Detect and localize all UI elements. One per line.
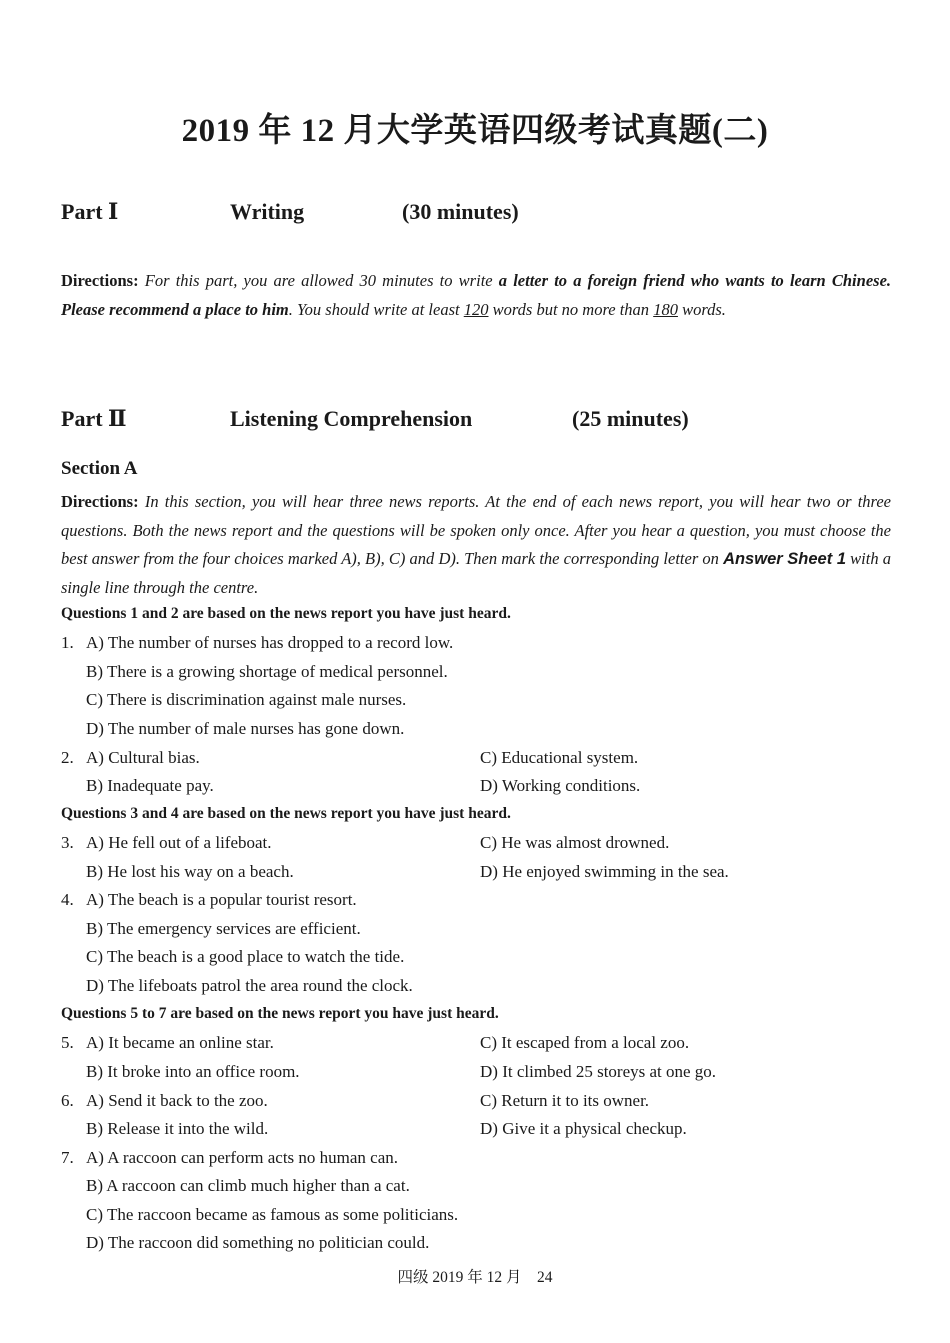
part1-label: Part Ⅰ	[61, 199, 119, 224]
option-d: D) He enjoyed swimming in the sea.	[480, 862, 729, 881]
option-d: D) The number of male nurses has gone down.	[86, 719, 405, 738]
option-d: D) It climbed 25 storeys at one go.	[480, 1062, 717, 1081]
part1-time: (30 minutes)	[402, 199, 519, 224]
option-b: B) The emergency services are efficient.	[86, 919, 361, 938]
directions-text: with a single line through the centre.	[61, 549, 891, 597]
page-title: 2019 年 12 月大学英语四级考试真题(二)	[181, 113, 769, 149]
option-d: D) Give it a physical checkup.	[480, 1119, 687, 1138]
option-c: C) The raccoon became as famous as some politicians.	[86, 1205, 459, 1224]
option-b: B) It broke into an office room.	[86, 1062, 300, 1081]
option-d: D) The raccoon did something no politician could.	[86, 1233, 430, 1252]
option-d: D) The lifeboats patrol the area round the clock.	[86, 976, 413, 995]
option-a: A) Send it back to the zoo.	[86, 1091, 268, 1110]
option-c: C) Educational system.	[480, 748, 639, 767]
section-a-title: Section A	[61, 458, 138, 479]
part2-time: (25 minutes)	[572, 406, 689, 431]
part1-name: Writing	[230, 199, 305, 224]
option-a: A) The beach is a popular tourist resort.	[86, 890, 357, 909]
option-c: C) The beach is a good place to watch the tide.	[86, 947, 405, 966]
question-number: 7.	[61, 1148, 74, 1167]
question-number: 4.	[61, 890, 74, 909]
directions-label: Directions:	[61, 271, 139, 290]
option-b: B) A raccoon can climb much higher than a cat.	[86, 1176, 410, 1195]
question-number: 3.	[61, 833, 74, 852]
directions-text: words but no more than	[488, 299, 654, 319]
option-a: A) The number of nurses has dropped to a record low.	[86, 633, 454, 652]
option-c: C) He was almost drowned.	[480, 833, 670, 852]
questions-heading: Questions 3 and 4 are based on the news report you have just heard.	[61, 805, 511, 822]
option-a: A) It became an online star.	[86, 1033, 274, 1052]
option-c: C) It escaped from a local zoo.	[480, 1033, 690, 1052]
option-d: D) Working conditions.	[480, 776, 641, 795]
section-a-directions	[61, 488, 891, 602]
question-number: 2.	[61, 748, 74, 767]
directions-text: For this part, you are allowed 30 minutes to write	[144, 271, 499, 290]
option-b: B) He lost his way on a beach.	[86, 862, 294, 881]
questions-heading: Questions 5 to 7 are based on the news report you have just heard.	[61, 1005, 499, 1022]
option-a: A) He fell out of a lifeboat.	[86, 833, 272, 852]
question-number: 6.	[61, 1091, 74, 1110]
option-b: B) There is a growing shortage of medical personnel.	[86, 662, 448, 681]
option-c: C) Return it to its owner.	[480, 1091, 650, 1110]
word-min: 120	[463, 299, 489, 319]
directions-task: a letter to a foreign friend who wants to learn Chinese. Please recommend a place to him	[61, 271, 892, 319]
word-max: 180	[653, 299, 678, 319]
answer-sheet-ref: Answer Sheet 1	[723, 550, 846, 568]
option-b: B) Inadequate pay.	[86, 776, 214, 795]
directions-text: In this section, you will hear three news reports. At the end of each news report, you will hear two or three questions. Both the news report and the questions will be spoken only once. After you hear a question, you must choose the best answer from the four choices marked A), B), C) and D). Then mark the corresponding letter on	[61, 492, 892, 568]
part2-label: Part Ⅱ	[61, 406, 127, 431]
question-number: 1.	[61, 633, 74, 652]
option-a: A) A raccoon can perform acts no human can.	[86, 1148, 399, 1167]
directions-text: . You should write at least	[288, 299, 464, 319]
page-footer: 四级 2019 年 12 月 24	[397, 1269, 553, 1286]
option-a: A) Cultural bias.	[86, 748, 200, 767]
part2-name: Listening Comprehension	[230, 406, 473, 431]
questions-heading: Questions 1 and 2 are based on the news report you have just heard.	[61, 605, 511, 622]
part1-directions	[61, 267, 891, 324]
option-c: C) There is discrimination against male nurses.	[86, 690, 407, 709]
directions-text: words.	[677, 299, 726, 319]
question-number: 5.	[61, 1033, 74, 1052]
option-b: B) Release it into the wild.	[86, 1119, 269, 1138]
directions-label: Directions:	[61, 492, 139, 511]
